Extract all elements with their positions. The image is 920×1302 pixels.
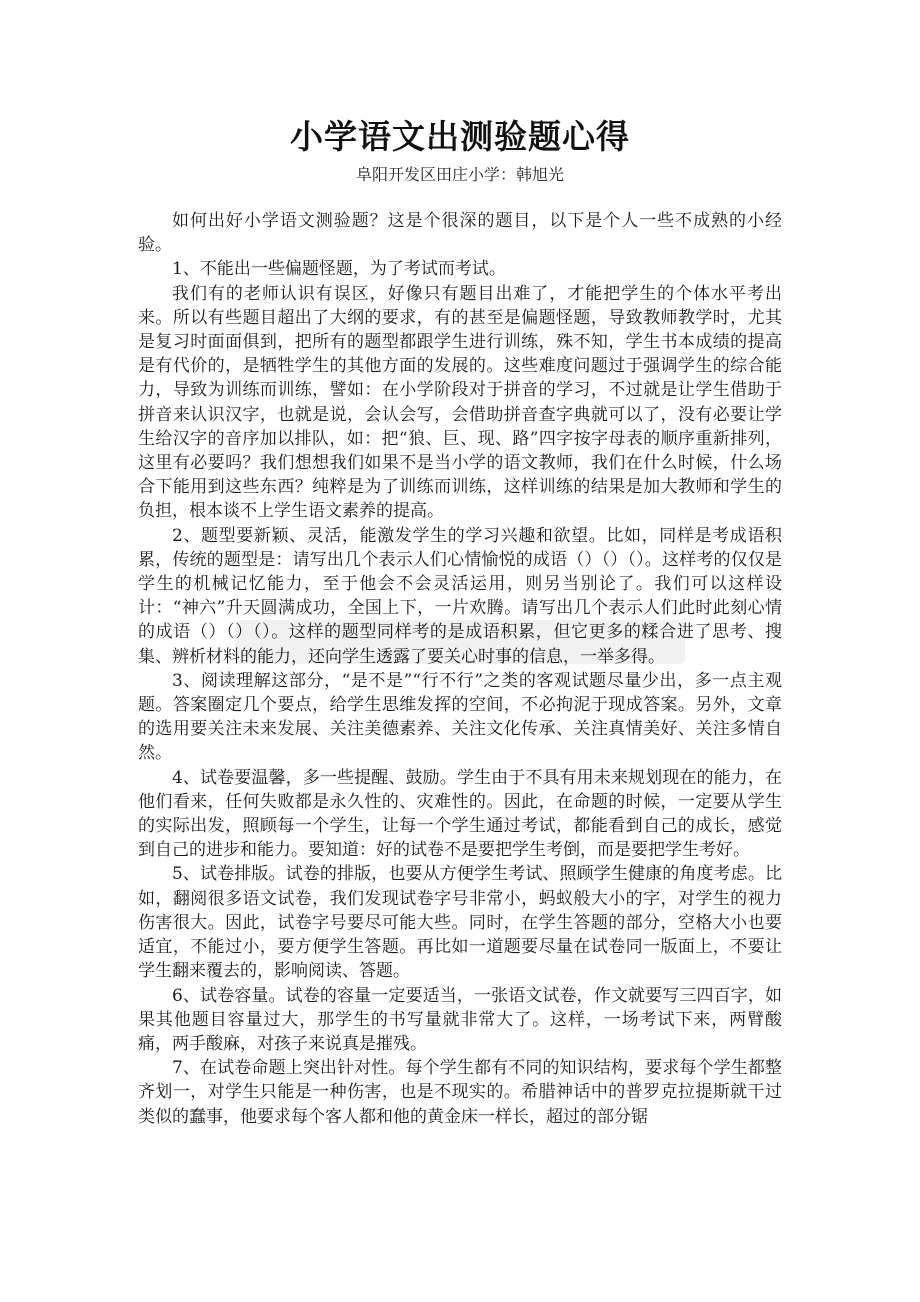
paragraph-point-5: 5、试卷排版。试卷的排版，也要从方便学生考试、照顾学生健康的角度考虑。比如，翻阅很多语文试卷，我们发现试卷字号非常小，蚂蚁般大小的字，对学生的视力伤害很大。因此，试卷字号要尽可能大些。同时，在学生答题的部分，空格大小也要适宜，不能过小，要方便学生答题。再比如一道题要尽量在试卷同一版面上，不要让学生翻来覆去的，影响阅读、答题。 (138, 864, 782, 982)
document-title: 小学语文出测验题心得 (290, 117, 630, 156)
paragraph-point-7: 7、在试卷命题上突出针对性。每个学生都有不同的知识结构，要求每个学生都整齐划一，对学生只能是一种伤害，也是不现实的。希腊神话中的普罗克拉提斯就干过类似的蠢事，他要求每个客人都和他的黄金床一样长，超过的部分锯 (138, 1058, 782, 1127)
document-page (138, 112, 782, 1129)
paragraph-point-4: 4、试卷要温馨，多一些提醒、鼓励。学生由于不具有用未来规划现在的能力，在他们看来，任何失败都是永久性的、灾难性的。因此，在命题的时候，一定要从学生的实际出发，照顾每一个学生，让每一个学生通过考试，都能看到自己的成长，感觉到自己的进步和能力。要知道：好的试卷不是要把学生考倒，而是要把学生考好。 (138, 767, 782, 861)
paragraph-point-2: 2、题型要新颖、灵活，能激发学生的学习兴趣和欲望。比如，同样是考成语积累，传统的题型是：请写出几个表示人们心情愉悦的成语（）（）（）。这样考的仅仅是学生的机械记忆能力，至于他会不会灵活运用，则另当别论了。我们可以这样设计：“神六”升天圆满成功，全国上下，一片欢腾。请写出几个表示人们此时此刻心情的成语（）（）（）。这样的题型同样考的是成语积累，但它更多的糅合进了思考、搜集、辨析材料的能力，还向学生透露了要关心时事的信息，一举多得。 (138, 525, 782, 667)
paragraph-intro: 如何出好小学语文测验题？这是个很深的题目，以下是个人一些不成熟的小经验。 (138, 211, 782, 256)
paragraph-point-6: 6、试卷容量。试卷的容量一定要适当，一张语文试卷，作文就要写三四百字，如果其他题目容量过大，那学生的书写量就非常大了。这样，一场考试下来，两臂酸痛，两手酸麻，对孩子来说真是摧残。 (138, 985, 782, 1054)
document-body (138, 209, 782, 1129)
author-line: 阜阳开发区田庄小学：韩旭光 (355, 165, 564, 184)
paragraph-point-3: 3、阅读理解这部分，“是不是”“行不行”之类的客观试题尽量少出，多一点主观题。答案圈定几个要点，给学生思维发挥的空间，不必拘泥于现成答案。另外，文章的选用要关注未来发展、关注美德素养、关注文化传承、关注真情美好、关注多情自然。 (138, 670, 782, 764)
paragraph-point-1-heading: 1、不能出一些偏题怪题，为了考试而考试。 (172, 259, 506, 280)
paragraph-point-1-body: 我们有的老师认识有误区，好像只有题目出难了，才能把学生的个体水平考出来。所以有些题目超出了大纲的要求，有的甚至是偏题怪题，导致教师教学时，尤其是复习时面面俱到，把所有的题型都跟学生进行训练，殊不知，学生书本成绩的提高是有代价的，是牺牲学生的其他方面的发展的。这些难度问题过于强调学生的综合能力，导致为训练而训练，譬如：在小学阶段对于拼音的学习，不过就是让学生借助于拼音来认识汉字，也就是说，会认会写，会借助拼音查字典就可以了，没有必要让学生给汉字的音序加以排队，如：把“狼、巨、现、路”四字按字母表的顺序重新排列，这里有必要吗？我们想想我们如果不是当小学的语文教师，我们在什么时候，什么场合下能用到这些东西？纯粹是为了训练而训练，这样训练的结果是加大教师和学生的负担，根本谈不上学生语文素养的提高。 (138, 283, 782, 522)
